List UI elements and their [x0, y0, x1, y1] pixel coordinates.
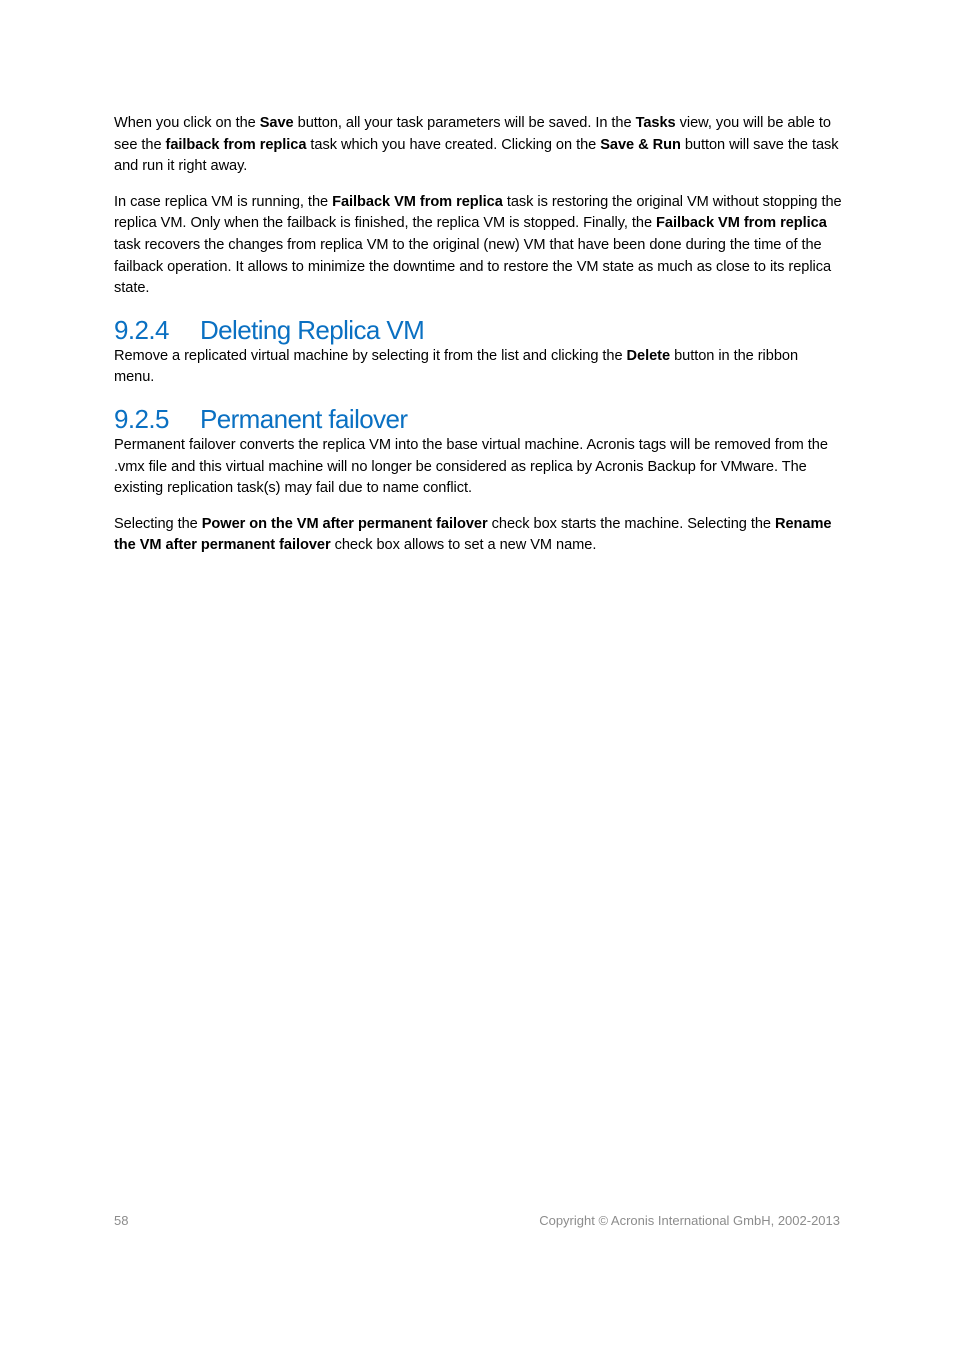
bold-text: Save [259, 115, 294, 131]
text-run: Permanent failover converts the replica VM into the base virtual machine. Acronis tags will be removed from the .vmx file and this virtual machine will no longer be considered as replica by Acronis Backup for VMware. The existing replication task(s) may fail due to name conflict. [114, 436, 828, 497]
section-heading-permanent-failover [114, 403, 842, 435]
section-heading-deleting-replica [114, 314, 842, 346]
text-run: view, you will be able to see the [114, 115, 831, 153]
text-run: In case replica VM is running, the [114, 193, 333, 210]
bold-text: Save & Run [600, 136, 681, 153]
bold-text: Rename the VM after permanent failover [114, 515, 832, 554]
text-run: Remove a replicated virtual machine by selecting it from the list and clicking the [114, 347, 627, 364]
page-footer [114, 1213, 840, 1228]
paragraph-delete-description [114, 346, 842, 389]
section-number: 9.2.5 [114, 403, 169, 434]
bold-text: Tasks [635, 115, 676, 131]
text-run: Selecting the [114, 515, 202, 532]
section-title: Deleting Replica VM [200, 314, 425, 345]
text-run: task recovers the changes from replica VM to the original (new) VM that have been done during the time of the failback operation. It allows to minimize the downtime and to restore the VM state as much as close to its replica state. [114, 236, 832, 297]
paragraph-failover-options [114, 514, 842, 557]
document-body [114, 113, 842, 571]
section-title: Permanent failover [200, 403, 408, 434]
page-number: 58 [114, 1213, 129, 1228]
bold-text: Failback VM from replica [332, 193, 503, 210]
section-number: 9.2.4 [114, 314, 169, 345]
text-run: check box allows to set a new VM name. [330, 537, 597, 554]
text-run: button will save the task and run it right away. [114, 136, 839, 175]
text-run: When you click on the [114, 115, 260, 131]
text-run: task is restoring the original VM without stopping the replica VM. Only when the failback is finished, the replica VM is stopped. Finally, the [114, 193, 842, 232]
text-run: task which you have created. Clicking on the [306, 136, 601, 153]
copyright-notice: Copyright © Acronis International GmbH, 2002-2013 [539, 1213, 840, 1228]
bold-text: Power on the VM after permanent failover [201, 515, 488, 532]
paragraph-failback-description [114, 192, 842, 300]
bold-text: Failback VM from replica [656, 215, 827, 232]
bold-text: failback from replica [165, 136, 307, 153]
paragraph-failover-description [114, 435, 842, 500]
paragraph-save-description [114, 113, 842, 178]
bold-text: Delete [626, 347, 671, 364]
text-run: button in the ribbon menu. [114, 347, 799, 386]
text-run: button, all your task parameters will be saved. In the [293, 115, 636, 131]
text-run: check box starts the machine. Selecting the [487, 515, 775, 532]
